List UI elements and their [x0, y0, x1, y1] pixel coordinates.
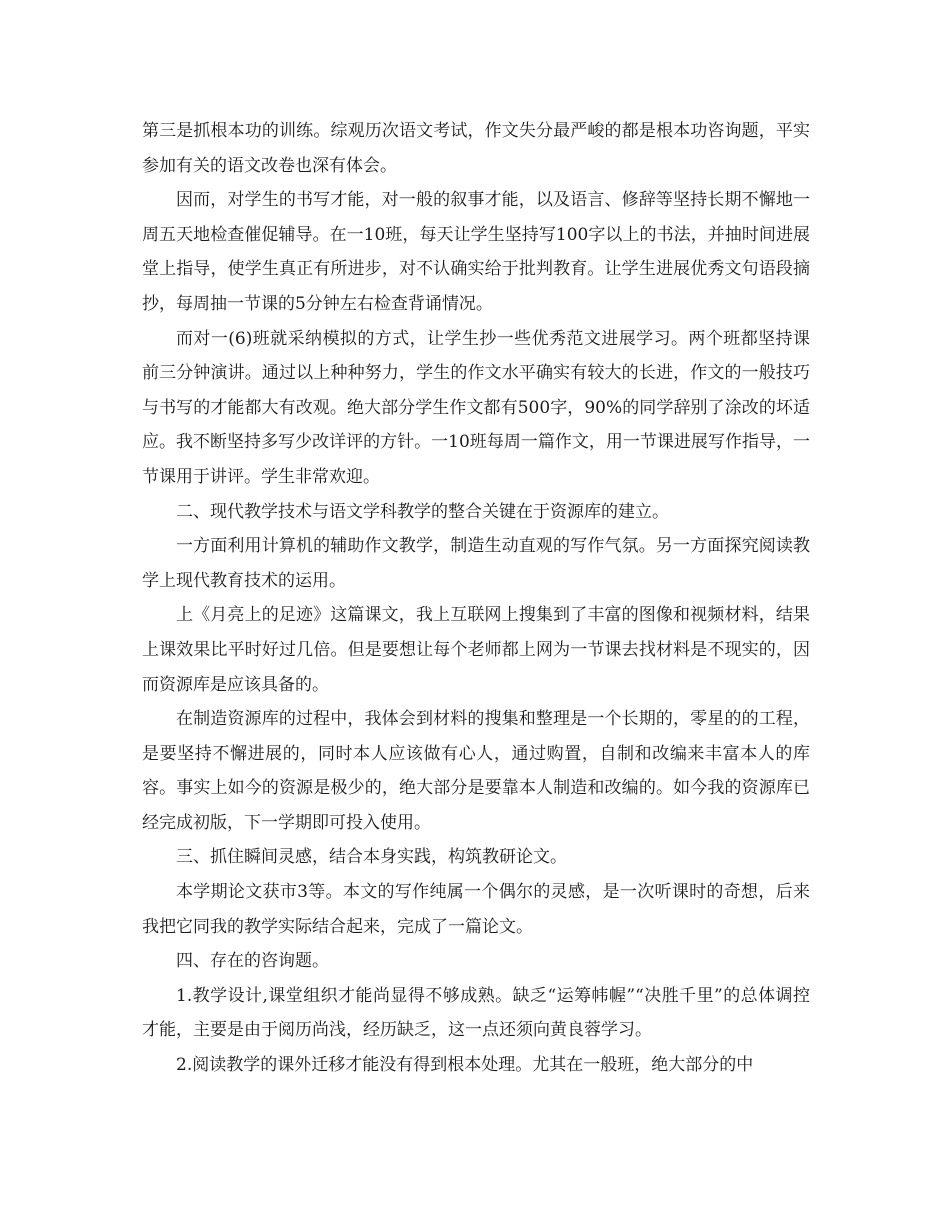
- document-body: [142, 114, 810, 1083]
- paragraph-5: 一方面利用计算机的辅助作文教学，制造生动直观的写作气氛。另一方面探究阅读教学上现代教育技术的运用。: [142, 536, 810, 591]
- paragraph-9: 本学期论文获市3等。本文的写作纯属一个偶尔的灵感，是一次听课时的奇想，后来我把它同我的教学实际结合起来，完成了一篇论文。: [142, 882, 810, 937]
- paragraph-1: 第三是抓根本功的训练。综观历次语文考试，作文失分最严峻的都是根本功咨询题，平实参加有关的语文改卷也深有体会。: [142, 121, 810, 176]
- paragraph-3: 而对一(6)班就采纳模拟的方式，让学生抄一些优秀范文进展学习。两个班都坚持课前三分钟演讲。通过以上种种努力，学生的作文水平确实有较大的长进，作文的一般技巧与书写的才能都大有改观。绝大部分学生作文都有500字，90%的同学辞别了涂改的坏适应。我不断坚持多写少改详评的方针。一10班每周一篇作文，用一节课进展写作指导，一节课用于讲评。学生非常欢迎。: [142, 328, 810, 487]
- section-heading-3: 三、抓住瞬间灵感，结合本身实践，构筑教研论文。: [176, 847, 567, 868]
- list-item-2: 2.阅读教学的课外迁移才能没有得到根本处理。尤其在一般班，绝大部分的中: [176, 1055, 754, 1076]
- paragraph-2: 因而，对学生的书写才能，对一般的叙事才能，以及语言、修辞等坚持长期不懈地一周五天地检查催促辅导。在一10班，每天让学生坚持写100字以上的书法，并抽时间进展堂上指导，使学生真正有所进步，对不认确实给于批判教育。让学生进展优秀文句语段摘抄，每周抽一节课的5分钟左右检查背诵情况。: [142, 190, 810, 314]
- paragraph-7: 在制造资源库的过程中，我体会到材料的搜集和整理是一个长期的，零星的的工程，是要坚持不懈进展的，同时本人应该做有心人，通过购置，自制和改编来丰富本人的库容。事实上如今的资源是极少的，绝大部分是要靠本人制造和改编的。如今我的资源库已经完成初版，下一学期即可投入使用。: [142, 709, 810, 833]
- section-heading-4: 四、存在的咨询题。: [176, 951, 329, 972]
- list-item-1: 1.教学设计,课堂组织才能尚显得不够成熟。缺乏“运筹帏幄”“决胜千里”的总体调控才能，主要是由于阅历尚浅，经历缺乏，这一点还须向黄良蓉学习。: [142, 985, 810, 1041]
- section-heading-2: 二、现代教学技术与语文学科教学的整合关键在于资源库的建立。: [176, 501, 669, 522]
- paragraph-6: 上《月亮上的足迹》这篇课文，我上互联网上搜集到了丰富的图像和视频材料，结果上课效果比平时好过几倍。但是要想让每个老师都上网为一节课去找材料是不现实的，因而资源库是应该具备的。: [142, 605, 810, 695]
